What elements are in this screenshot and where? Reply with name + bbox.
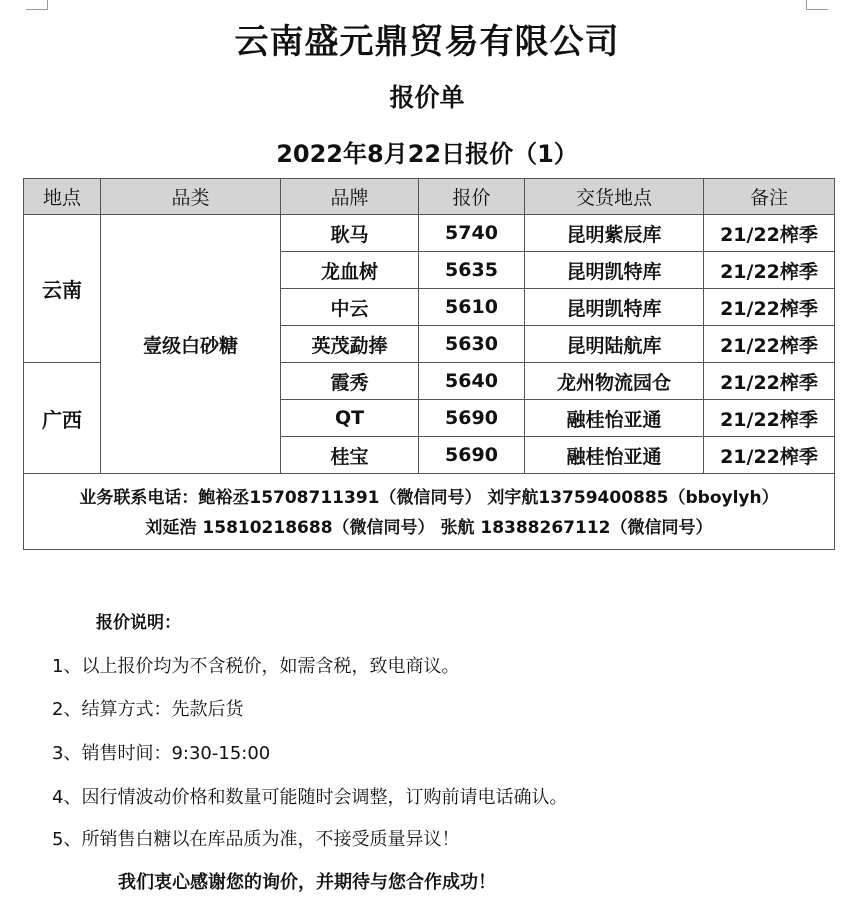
contacts-cell: [24, 474, 835, 550]
table-header-row: [24, 179, 835, 215]
brand-cell: 英茂勐捧: [281, 326, 419, 363]
note-item: 3、销售时间：9:30-15:00: [52, 743, 271, 764]
notes-title: 报价说明：: [96, 613, 181, 633]
column-header-remark: 备注: [704, 179, 835, 215]
delivery-cell: 龙州物流园仓: [525, 363, 704, 400]
remark-cell: 21/22榨季: [704, 289, 835, 326]
delivery-cell: 昆明陆航库: [525, 326, 704, 363]
column-header-category: 品类: [101, 179, 281, 215]
contacts-line-2: 刘延浩 15810218688（微信同号） 张航 18388267112（微信同号）: [145, 517, 713, 538]
category-cell: 壹级白砂糖: [101, 215, 281, 474]
region-cell: 云南: [24, 215, 101, 363]
quote-date-title: 2022年8月22日报价（1）: [276, 140, 578, 168]
price-cell: 5610: [419, 289, 525, 326]
page-corner-mark-left: [26, 0, 48, 10]
quote-table: [23, 178, 835, 550]
contacts-row: [24, 474, 835, 550]
region-cell: 广西: [24, 363, 101, 474]
brand-cell: 中云: [281, 289, 419, 326]
brand-cell: QT: [281, 400, 419, 437]
column-header-delivery: 交货地点: [525, 179, 704, 215]
brand-cell: 龙血树: [281, 252, 419, 289]
table-row: [24, 215, 835, 252]
page-corner-mark-right: [806, 0, 828, 10]
remark-cell: 21/22榨季: [704, 437, 835, 474]
column-header-brand: 品牌: [281, 179, 419, 215]
column-header-location: 地点: [24, 179, 101, 215]
price-cell: 5690: [419, 400, 525, 437]
brand-cell: 霞秀: [281, 363, 419, 400]
brand-cell: 桂宝: [281, 437, 419, 474]
company-name: 云南盛元鼎贸易有限公司: [234, 22, 620, 62]
price-cell: 5630: [419, 326, 525, 363]
price-cell: 5740: [419, 215, 525, 252]
remark-cell: 21/22榨季: [704, 400, 835, 437]
remark-cell: 21/22榨季: [704, 326, 835, 363]
note-item: 5、所销售白糖以在库品质为准，不接受质量异议！: [52, 829, 460, 850]
brand-cell: 耿马: [281, 215, 419, 252]
note-item: 2、结算方式：先款后货: [52, 699, 244, 720]
remark-cell: 21/22榨季: [704, 363, 835, 400]
remark-cell: 21/22榨季: [704, 215, 835, 252]
remark-cell: 21/22榨季: [704, 252, 835, 289]
price-cell: 5690: [419, 437, 525, 474]
delivery-cell: 融桂怡亚通: [525, 437, 704, 474]
price-cell: 5640: [419, 363, 525, 400]
delivery-cell: 昆明紫辰库: [525, 215, 704, 252]
closing-message: 我们衷心感谢您的询价，并期待与您合作成功！: [118, 872, 496, 893]
contacts-line-1: 业务联系电话：鲍裕丞15708711391（微信同号） 刘宇航13759400885（bboylyh）: [79, 487, 779, 508]
delivery-cell: 昆明凯特库: [525, 289, 704, 326]
note-item: 4、因行情波动价格和数量可能随时会调整，订购前请电话确认。: [52, 787, 568, 808]
note-item: 1、以上报价均为不含税价，如需含税，致电商议。: [52, 656, 460, 677]
delivery-cell: 融桂怡亚通: [525, 400, 704, 437]
column-header-price: 报价: [419, 179, 525, 215]
price-cell: 5635: [419, 252, 525, 289]
document-title: 报价单: [389, 83, 465, 112]
delivery-cell: 昆明凯特库: [525, 252, 704, 289]
